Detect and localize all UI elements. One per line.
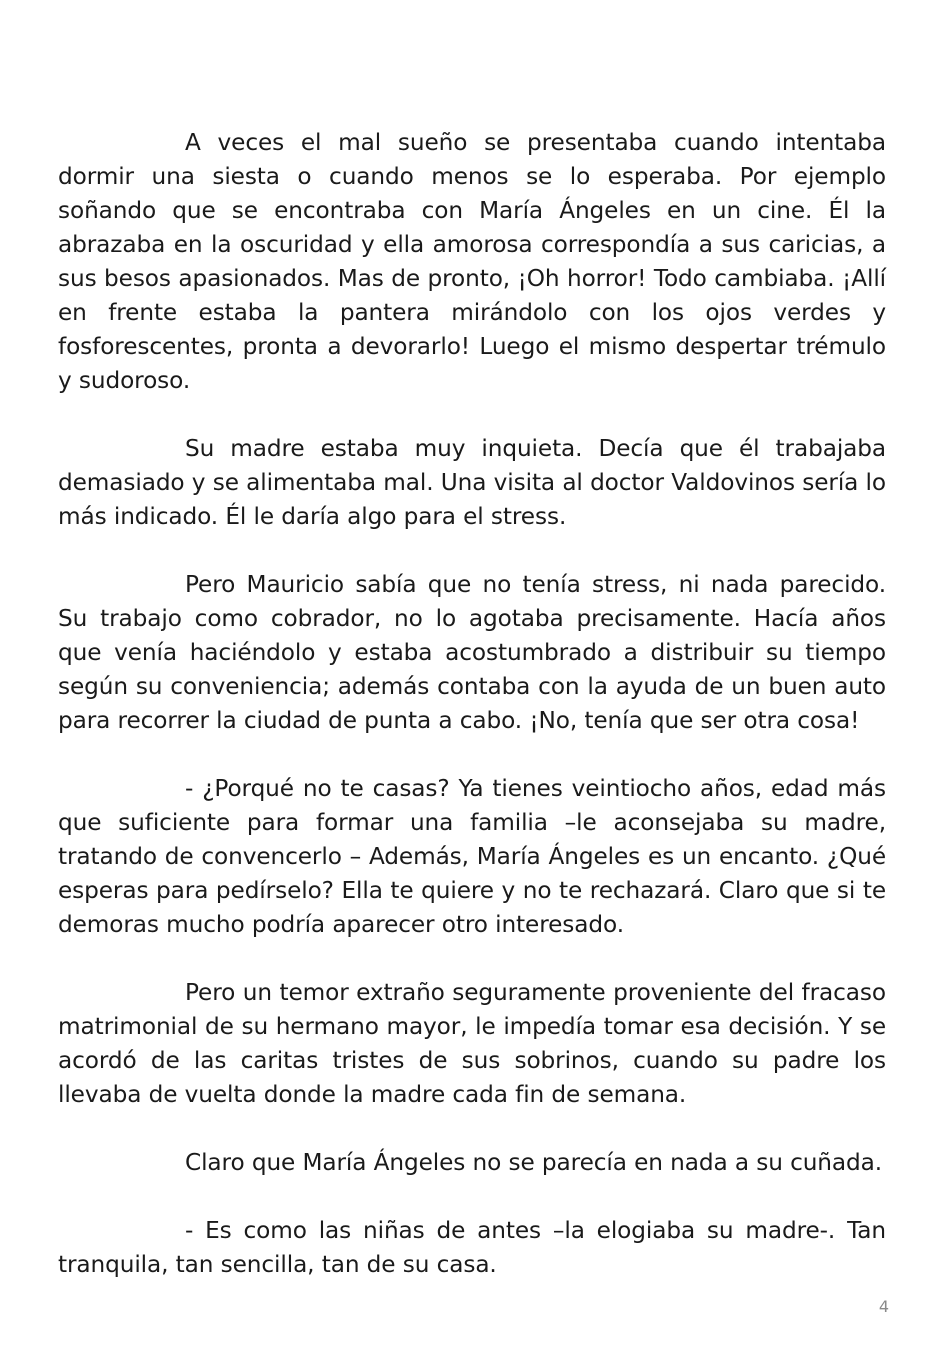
paragraph-5: Pero un temor extraño seguramente proveniente del fracaso matrimonial de su hermano mayor, le impedía tomar esa decisión. Y se acordó de las caritas tristes de sus sobrinos, cuando su padre los llevaba de vuelta donde la madre cada fin de semana. <box>58 979 886 1108</box>
page-number: 4 <box>878 1297 890 1316</box>
paragraph-2: Su madre estaba muy inquieta. Decía que él trabajaba demasiado y se alimentaba mal. Una visita al doctor Valdovinos sería lo más indicado. Él le daría algo para el stress. <box>58 435 886 530</box>
paragraph-1: A veces el mal sueño se presentaba cuando intentaba dormir una siesta o cuando menos se lo esperaba. Por ejemplo soñando que se encontraba con María Ángeles en un cine. Él la abrazaba en la oscuridad y ella amorosa correspondía a sus caricias, a sus besos apasionados. Mas de pronto, ¡Oh horror! Todo cambiaba. ¡Allí en frente estaba la pantera mirándolo con los ojos verdes y fosforescentes, pronta a devorarlo! Luego el mismo despertar trémulo y sudoroso. <box>58 129 886 394</box>
paragraph-7: - Es como las niñas de antes –la elogiaba su madre-. Tan tranquila, tan sencilla, tan de su casa. <box>58 1217 886 1278</box>
body-text <box>58 126 886 1316</box>
paragraph-3: Pero Mauricio sabía que no tenía stress, ni nada parecido. Su trabajo como cobrador, no lo agotaba precisamente. Hacía años que venía haciéndolo y estaba acostumbrado a distribuir su tiempo según su conveniencia; además contaba con la ayuda de un buen auto para recorrer la ciudad de punta a cabo. ¡No, tenía que ser otra cosa! <box>58 571 886 734</box>
paragraph-6: Claro que María Ángeles no se parecía en nada a su cuñada. <box>185 1149 883 1176</box>
paragraph-4: - ¿Porqué no te casas? Ya tienes veintiocho años, edad más que suficiente para formar una familia –le aconsejaba su madre, tratando de convencerlo – Además, María Ángeles es un encanto. ¿Qué esperas para pedírselo? Ella te quiere y no te rechazará. Claro que si te demoras mucho podría aparecer otro interesado. <box>58 775 886 938</box>
